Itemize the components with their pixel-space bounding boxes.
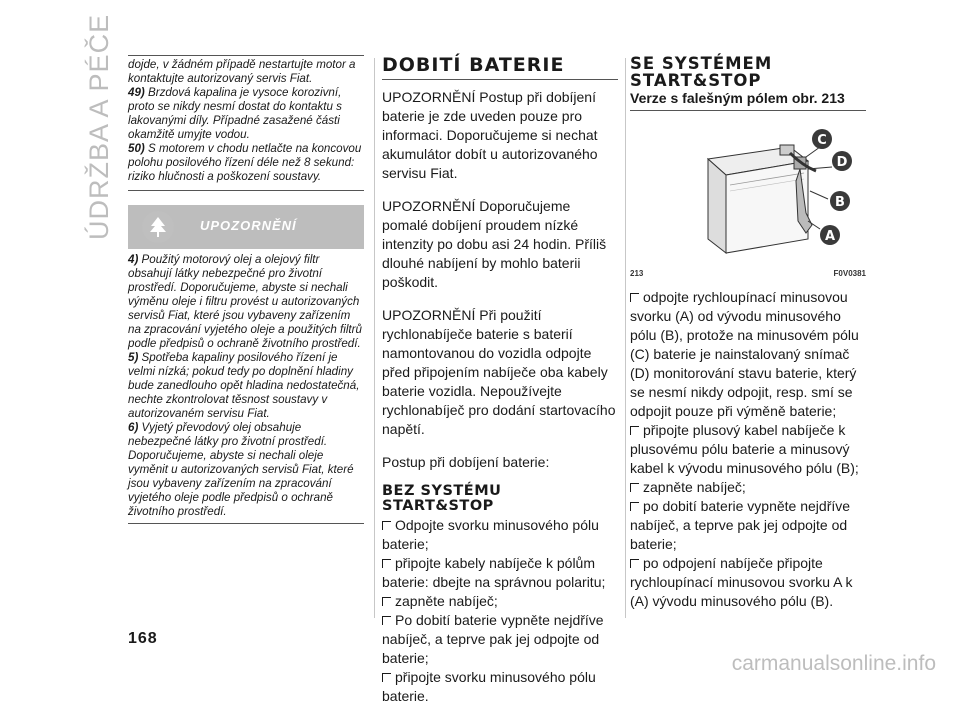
figure-number: 213 (630, 269, 644, 278)
bullet-icon (382, 673, 391, 682)
bullet-icon (630, 293, 639, 302)
callout-label: B (835, 195, 845, 210)
bullet-icon (382, 616, 391, 625)
battery-diagram (630, 121, 866, 267)
step-item: odpojte rychloupínací minusovou svorku (A) od vývodu minusového pólu (B), protože na minusovém pólu (C) baterie je nainstalovaný snímač (D) monitorování stavu baterie, který se nesmí nikdy odpojit, resp. smí se odpojit pouze při výměně baterie; (630, 289, 859, 419)
step-item: po odpojení nabíječe připojte rychloupínací minusovou svorku A k (A) vývodu minusového pólu (B). (630, 555, 853, 609)
paragraph: UPOZORNĚNÍ Při použití rychlonabíječe baterie s baterií namontovanou do vozidla odpojte před připojením nabíječe oba kabely baterie vozidla. Nepoužívejte rychlonabíječ pro dodání startovacího napětí. (382, 307, 616, 437)
bullet-icon (382, 597, 391, 606)
callout-label: D (836, 155, 848, 170)
notes-box (128, 55, 364, 191)
bullet-icon (630, 483, 639, 492)
subheading: BEZ SYSTÉMU START&STOP (382, 483, 502, 514)
step-item: připojte svorku minusového pólu baterie. (382, 669, 596, 704)
note-paragraph: 49) Brzdová kapalina je vysoce korozivní, proto se nikdy nesmí dostat do kontaktu s lakovanými díly. Případné zasažené části okamžitě umyjte vodou. (128, 86, 342, 141)
warning-paragraph: 6) Vyjetý převodový olej obsahuje nebezpečné látky pro životní prostředí. Doporučujeme, abyste si nechali oleje vyměnit u autorizovaných servisů Fiat, které jsou vybaveny zařízením na zpracování vyjetého oleje podle předpisů o ochraně životního prostředí. (128, 421, 354, 518)
bullet-icon (630, 502, 639, 511)
section-subtitle: Verze s falešným pólem obr. 213 (630, 90, 866, 111)
warning-paragraph: 5) Spotřeba kapaliny posilového řízení je velmi nízká; pokud tedy po doplnění hladiny bude zanedlouho opět hladina nedostatečná, nechte zkontrolovat těsnost soustavy v autorizovaném servisu Fiat. (128, 351, 360, 420)
battery-figure (630, 121, 866, 267)
bullet-icon (382, 559, 391, 568)
figure-code: F0V0381 (833, 269, 866, 278)
environment-tree-icon (142, 211, 174, 243)
callout-label: C (817, 133, 827, 148)
bullet-icon (382, 521, 391, 530)
step-item: Po dobití baterie vypněte nejdříve nabíječ, a teprve pak jej odpojte od baterie; (382, 612, 604, 666)
step-item: Odpojte svorku minusového pólu baterie; (382, 517, 599, 552)
page-number: 168 (128, 630, 158, 647)
column-battery-charging (382, 55, 618, 706)
column-divider (625, 58, 626, 618)
step-item: připojte plusový kabel nabíječe k plusovému pólu baterie a minusový kabel k vývodu minusového pólu (B); (630, 422, 859, 476)
paragraph: UPOZORNĚNÍ Postup při dobíjení baterie je zde uveden pouze pro informaci. Doporučujeme si nechat akumulátor dobít u autorizovaného servisu Fiat. (382, 89, 598, 181)
step-item: připojte kabely nabíječe k pólům baterie: dbejte na správnou polaritu; (382, 555, 606, 590)
note-paragraph: dojde, v žádném případě nestartujte motor a kontaktujte autorizovaný servis Fiat. (128, 58, 356, 85)
column-notes (128, 55, 364, 524)
figure-caption (630, 269, 866, 278)
warning-paragraph: 4) Použitý motorový olej a olejový filtr obsahují látky nebezpečné pro životní prostředí. Doporučujeme, abyste si nechali výměnu oleje i filtru provést u autorizovaných servisů Fiat, které jsou vybaveny zařízením na zpracování vyjetého oleje a použitých filtrů podle předpisů o ochraně životního prostředí. (128, 253, 362, 350)
section-title: SE SYSTÉMEM START&STOP (630, 54, 773, 90)
paragraph: UPOZORNĚNÍ Doporučujeme pomalé dobíjení proudem nízké intenzity po dobu asi 24 hodin. Příliš dlouhé nabíjení by mohlo baterii poškodit. (382, 198, 607, 290)
column-divider (374, 58, 375, 618)
step-item: po dobití baterie vypněte nejdříve nabíječ, a teprve pak jej odpojte od baterie; (630, 498, 851, 552)
step-item: zapněte nabíječ; (630, 478, 866, 497)
note-paragraph: 50) S motorem v chodu netlačte na koncovou polohu posilového řízení déle než 8 sekund: riziko hlučnosti a poškození soustavy. (128, 142, 362, 183)
bullet-icon (630, 559, 639, 568)
section-title: DOBITÍ BATERIE (382, 55, 618, 80)
watermark-text: carmanualsonline.info (731, 652, 936, 675)
side-chapter-title: ÚDRŽBA A PÉČE (84, 13, 114, 240)
paragraph: Postup při dobíjení baterie: (382, 454, 550, 470)
callout-label: A (824, 229, 836, 244)
bullet-icon (630, 426, 639, 435)
warning-body (128, 249, 364, 524)
column-start-stop (630, 55, 866, 611)
warning-title: UPOZORNĚNÍ (200, 218, 297, 233)
step-item: zapněte nabíječ; (382, 592, 618, 611)
warning-header (128, 205, 364, 249)
